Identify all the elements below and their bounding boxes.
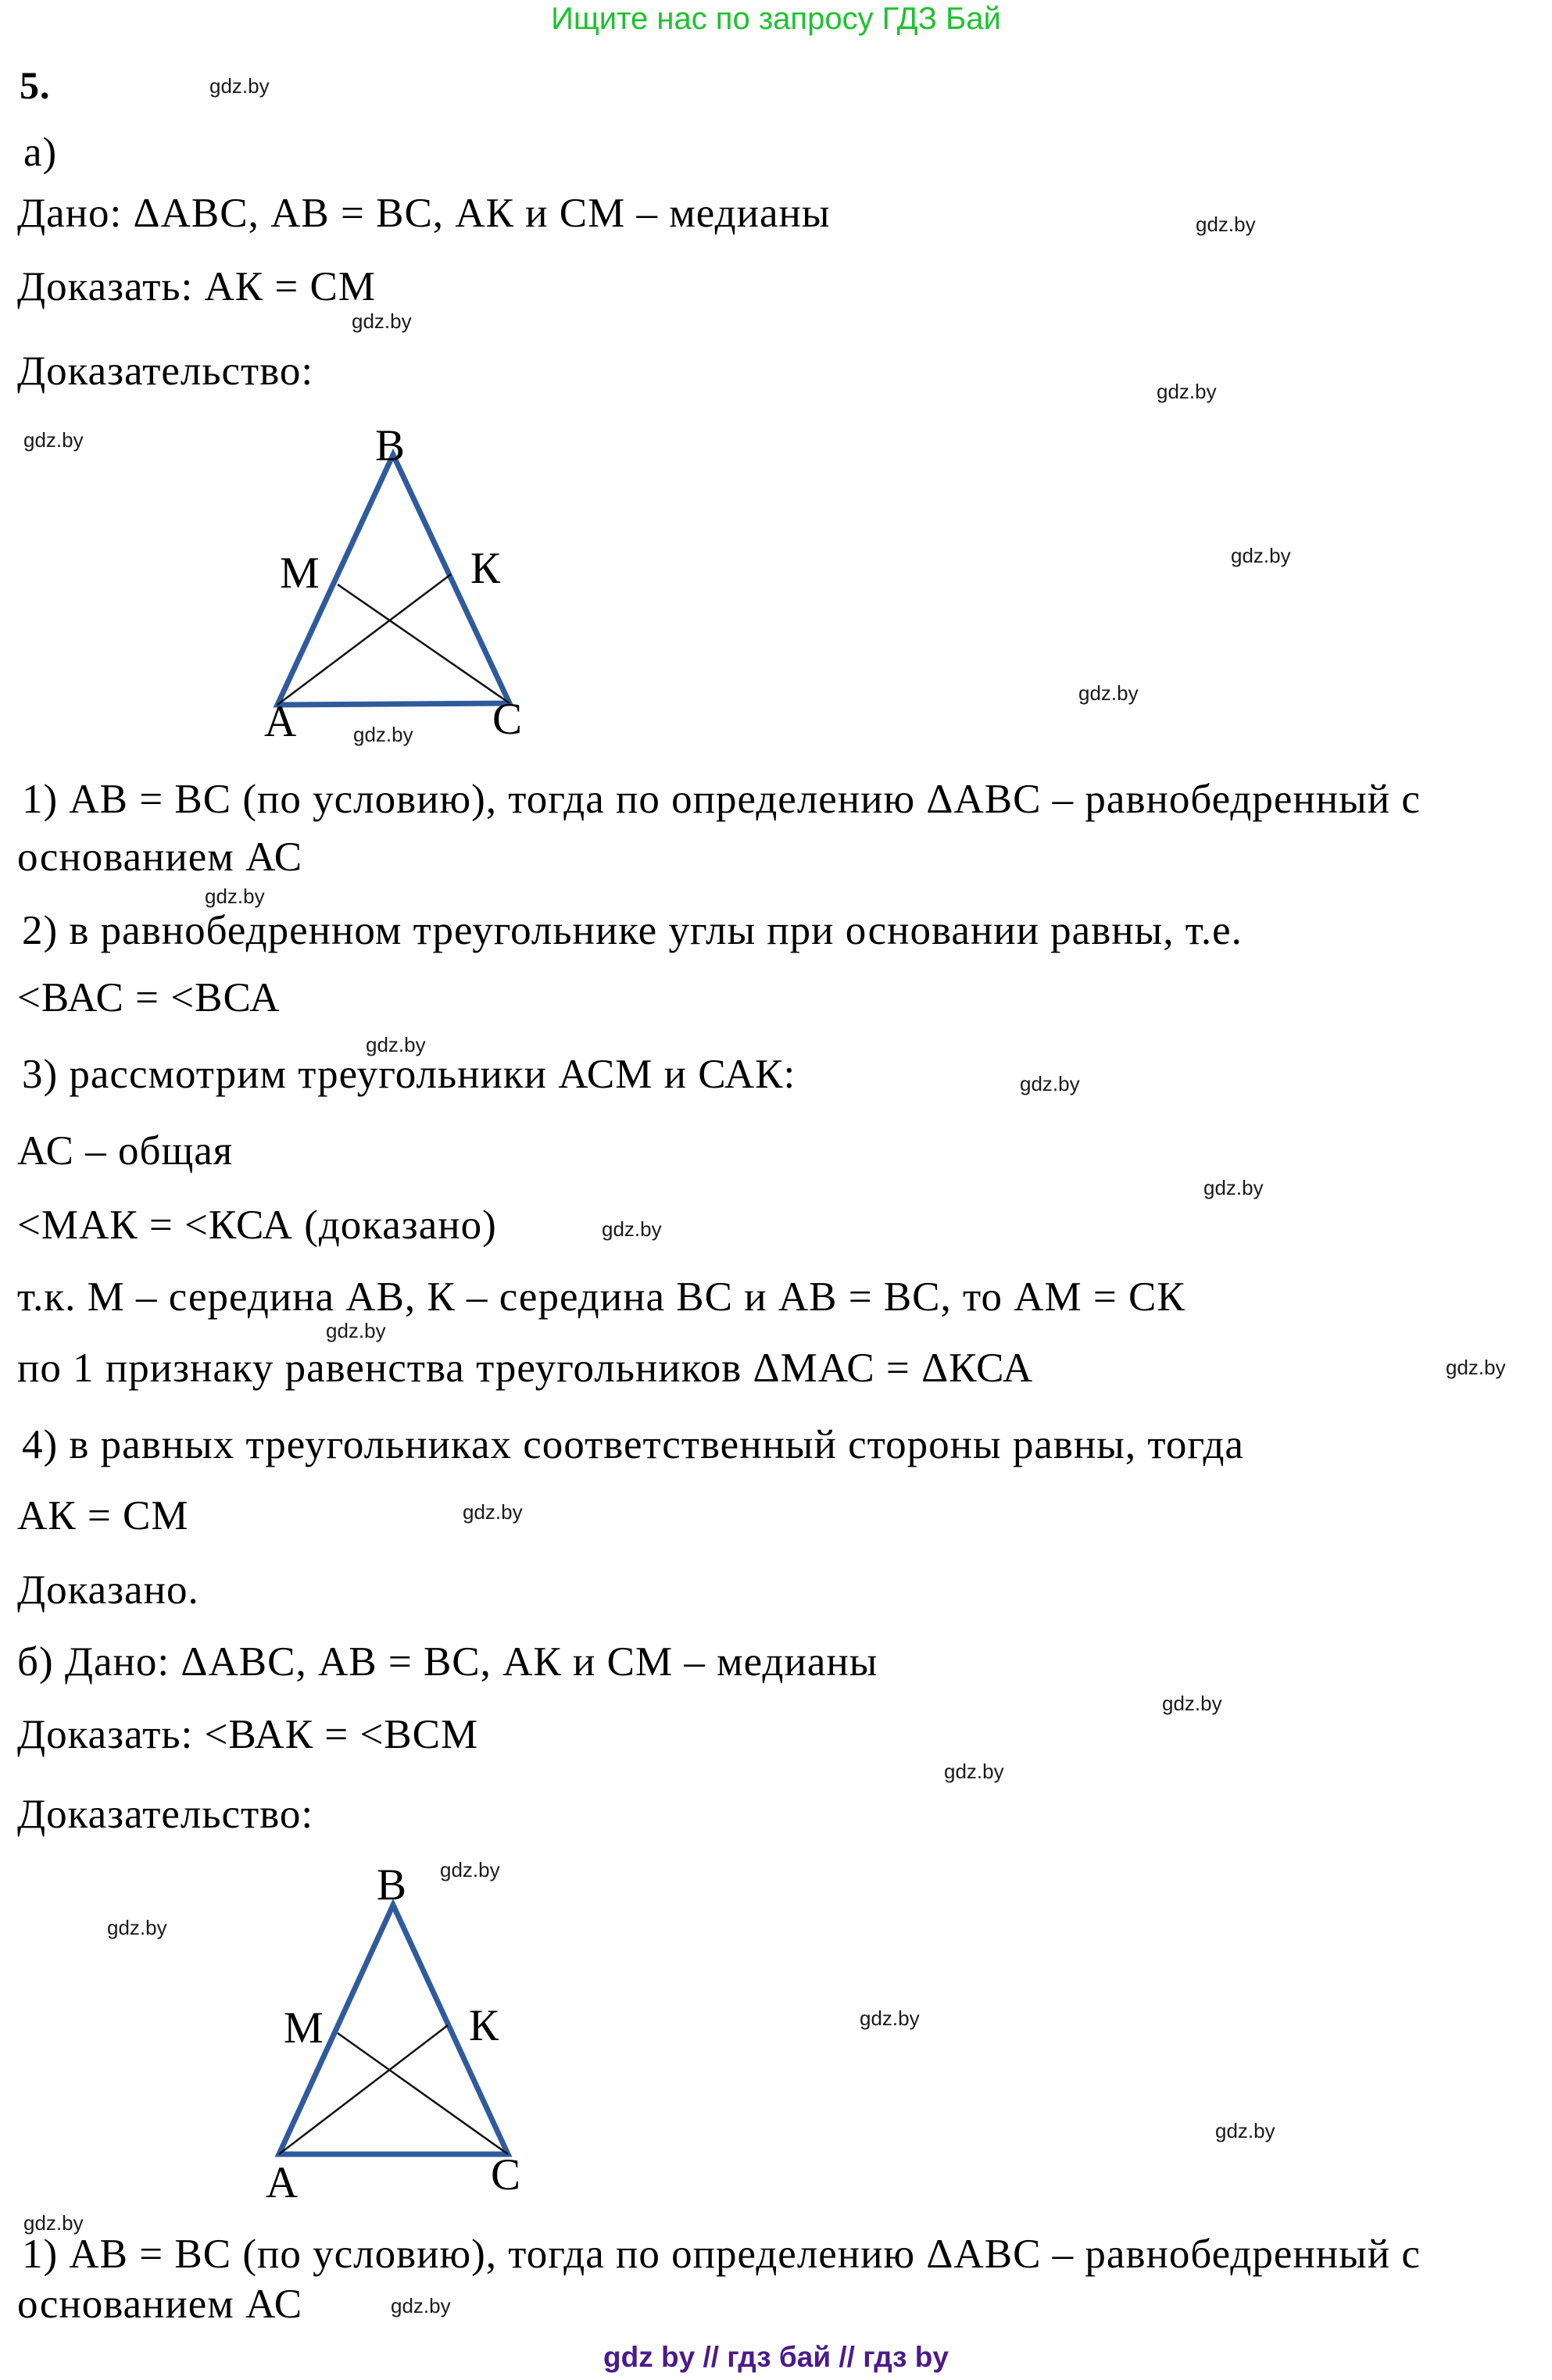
a-done: Доказано. — [17, 1567, 199, 1613]
gdz-watermark: gdz.by — [391, 2294, 451, 2317]
a-step3d: т.к. М – середина АВ, К – середина ВС и АВ = ВС, то АМ = СК — [17, 1274, 1185, 1320]
gdz-watermark: gdz.by — [205, 884, 265, 908]
gdz-watermark: gdz.by — [440, 1858, 500, 1881]
vertex-b-label: В — [377, 1860, 407, 1910]
a-given: Дано: ΔАВС, АВ = ВС, АК и СМ – медианы — [17, 191, 831, 236]
a-step3e: по 1 признаку равенства треугольников ΔМАС = ΔКСА — [17, 1345, 1034, 1391]
vertex-a-label: А — [264, 697, 297, 746]
gdz-watermark: gdz.by — [1446, 1356, 1506, 1379]
problem-number: 5. — [20, 63, 51, 107]
gdz-watermark: gdz.by — [1203, 1176, 1264, 1199]
gdz-watermark: gdz.by — [944, 1760, 1004, 1783]
point-k-label: К — [470, 544, 501, 593]
a-step1b: основанием АС — [17, 834, 303, 880]
gdz-watermark: gdz.by — [1196, 213, 1256, 236]
a-step4: 4) в равных треугольниках соответственный стороны равны, тогда — [22, 1422, 1244, 1467]
point-k-label: К — [469, 2001, 499, 2050]
a-proof-heading: Доказательство: — [17, 348, 314, 394]
point-m-label: М — [284, 2003, 324, 2053]
a-step2: 2) в равнобедренном треугольнике углы при основании равны, т.е. — [22, 908, 1243, 953]
promo-header: Ищите нас по запросу ГДЗ Бай — [551, 2, 1001, 36]
gdz-watermark: gdz.by — [860, 2007, 920, 2030]
gdz-watermark: gdz.by — [1157, 380, 1217, 403]
a-step1a: 1) АВ = ВС (по условию), тогда по определению ΔАВС – равнобедренный с — [22, 777, 1421, 822]
vertex-c-label: С — [491, 2150, 521, 2200]
gdz-watermark: gdz.by — [602, 1217, 662, 1241]
gdz-watermark: gdz.by — [209, 74, 270, 98]
a-step3c: <МАК = <КСА (доказано) — [17, 1203, 497, 1248]
b-proof-heading: Доказательство: — [17, 1792, 314, 1837]
gdz-watermark: gdz.by — [366, 1033, 426, 1056]
gdz-watermark: gdz.by — [1231, 544, 1291, 567]
b-step1b: основанием АС — [17, 2282, 303, 2327]
gdz-watermark: gdz.by — [1078, 681, 1139, 705]
gdz-watermark: gdz.by — [23, 2211, 84, 2235]
part-a-label: а) — [23, 130, 58, 175]
b-prove: Доказать: <ВАК = <ВСМ — [17, 1712, 479, 1757]
a-step2b: <ВАС = <ВСА — [17, 975, 281, 1020]
vertex-a-label: А — [266, 2158, 299, 2207]
vertex-c-label: С — [492, 695, 523, 744]
gdz-watermark: gdz.by — [353, 723, 413, 746]
a-prove: Доказать: АК = СМ — [17, 264, 377, 309]
gdz-watermark: gdz.by — [23, 428, 84, 452]
gdz-watermark: gdz.by — [1162, 1692, 1222, 1715]
gdz-watermark: gdz.by — [463, 1500, 523, 1524]
a-step3b: АС – общая — [17, 1128, 234, 1174]
vertex-b-label: В — [375, 421, 406, 470]
b-given: б) Дано: ΔАВС, АВ = ВС, АК и СМ – медианы — [17, 1639, 878, 1685]
gdz-watermark: gdz.by — [107, 1916, 167, 1939]
a-step4b: АК = СМ — [17, 1493, 189, 1538]
gdz-watermark: gdz.by — [1020, 1072, 1080, 1095]
gdz-watermark: gdz.by — [1215, 2119, 1275, 2142]
b-step1a: 1) АВ = ВС (по условию), тогда по определению ΔАВС – равнобедренный с — [22, 2232, 1421, 2277]
promo-footer: gdz by // гдз бай // гдз by — [603, 2341, 949, 2373]
gdz-watermark: gdz.by — [326, 1319, 386, 1342]
gdz-watermark: gdz.by — [352, 309, 412, 333]
point-m-label: М — [280, 549, 320, 598]
a-step3: 3) рассмотрим треугольники АСМ и САК: — [22, 1052, 796, 1097]
